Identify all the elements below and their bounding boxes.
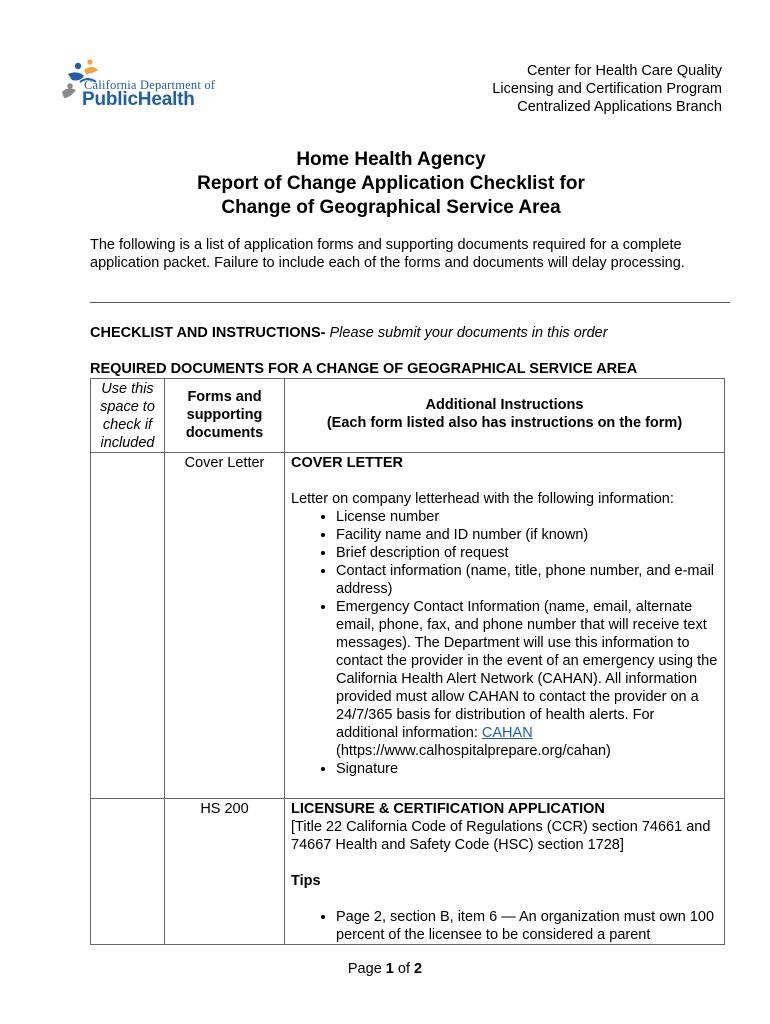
page-footer <box>0 961 770 977</box>
form-name-hs200: HS 200 <box>165 799 285 945</box>
list-item: • Brief description of request <box>336 544 718 562</box>
header-instructions-column <box>285 379 725 453</box>
check-cell-hs200[interactable] <box>91 799 165 945</box>
page-word: Page <box>347 961 386 977</box>
instructions-hs200 <box>285 799 725 945</box>
hs200-reference: [Title 22 California Code of Regulations (CCR) section 74661 and 74667 Health and Safety Code (HSC) section 1728] <box>291 819 711 853</box>
cover-letter-list <box>291 508 718 778</box>
emergency-text: Emergency Contact Information (name, email, alternate email, phone, fax, and phone number that will receive text messages). The Department will use this information to contact the provider in the event of an emergency using the California Health Alert Network (CAHAN). All information provided must allow CAHAN to contact the provider on a 24/7/365 basis for distribution of health alerts. For additional information: <box>336 599 718 741</box>
header-instructions-line1: Additional Instructions <box>425 397 584 413</box>
org-line-1: Center for Health Care Quality <box>526 63 722 79</box>
list-item: • Facility name and ID number (if known) <box>336 526 718 544</box>
table-row <box>91 799 725 945</box>
table-row <box>91 453 725 799</box>
logo-line2: PublicHealth <box>82 89 195 110</box>
page-total: 2 <box>414 961 423 977</box>
required-heading: REQUIRED DOCUMENTS FOR A CHANGE OF GEOGRAPHICAL SERVICE AREA <box>90 361 638 377</box>
divider <box>90 302 730 303</box>
documents-table <box>90 378 725 945</box>
section-title-cover-letter: COVER LETTER <box>291 455 403 471</box>
tips-list <box>291 908 718 944</box>
header-instructions-line2: (Each form listed also has instructions on the form) <box>326 415 683 431</box>
of-word: of <box>393 961 415 977</box>
cahan-link[interactable]: CAHAN <box>481 725 533 741</box>
table-header-row <box>91 379 725 453</box>
intro-paragraph: The following is a list of application forms and supporting documents required for a complete application packet. Failure to include each of the forms and documents will delay processing. <box>90 237 685 271</box>
list-item-emergency <box>336 598 718 760</box>
page-number: 1 <box>385 961 394 977</box>
instructions-cover-letter <box>285 453 725 799</box>
checklist-heading-bold: CHECKLIST AND INSTRUCTIONS- <box>90 325 326 341</box>
section-title-hs200: LICENSURE & CERTIFICATION APPLICATION <box>291 801 605 817</box>
title-line-3: Change of Geographical Service Area <box>221 197 561 218</box>
title-line-1: Home Health Agency <box>296 149 486 170</box>
cover-letter-intro: Letter on company letterhead with the following information: <box>291 491 674 507</box>
header-check-column: Use this space to check if included <box>91 379 165 453</box>
checklist-heading-note: Please submit your documents in this order <box>325 325 608 341</box>
list-item: • Signature <box>336 760 718 778</box>
form-name-cover-letter: Cover Letter <box>165 453 285 799</box>
title-line-2: Report of Change Application Checklist for <box>197 173 585 194</box>
checklist-heading <box>90 325 608 341</box>
cahan-url: (https://www.calhospitalprepare.org/cahan) <box>336 743 611 759</box>
org-address <box>492 62 722 116</box>
list-item: • License number <box>336 508 718 526</box>
org-line-3: Centralized Applications Branch <box>517 99 722 115</box>
header-forms-column: Forms and supporting documents <box>165 379 285 453</box>
org-line-2: Licensing and Certification Program <box>492 81 722 97</box>
list-item: • Contact information (name, title, phone number, and e-mail address) <box>336 562 718 598</box>
list-item: • Page 2, section B, item 6 — An organization must own 100 percent of the licensee to be considered a parent <box>336 908 718 944</box>
logo-line1: California Department of <box>84 78 216 92</box>
tips-label: Tips <box>291 873 321 889</box>
check-cell-cover-letter[interactable] <box>91 453 165 799</box>
page-title <box>90 148 692 220</box>
